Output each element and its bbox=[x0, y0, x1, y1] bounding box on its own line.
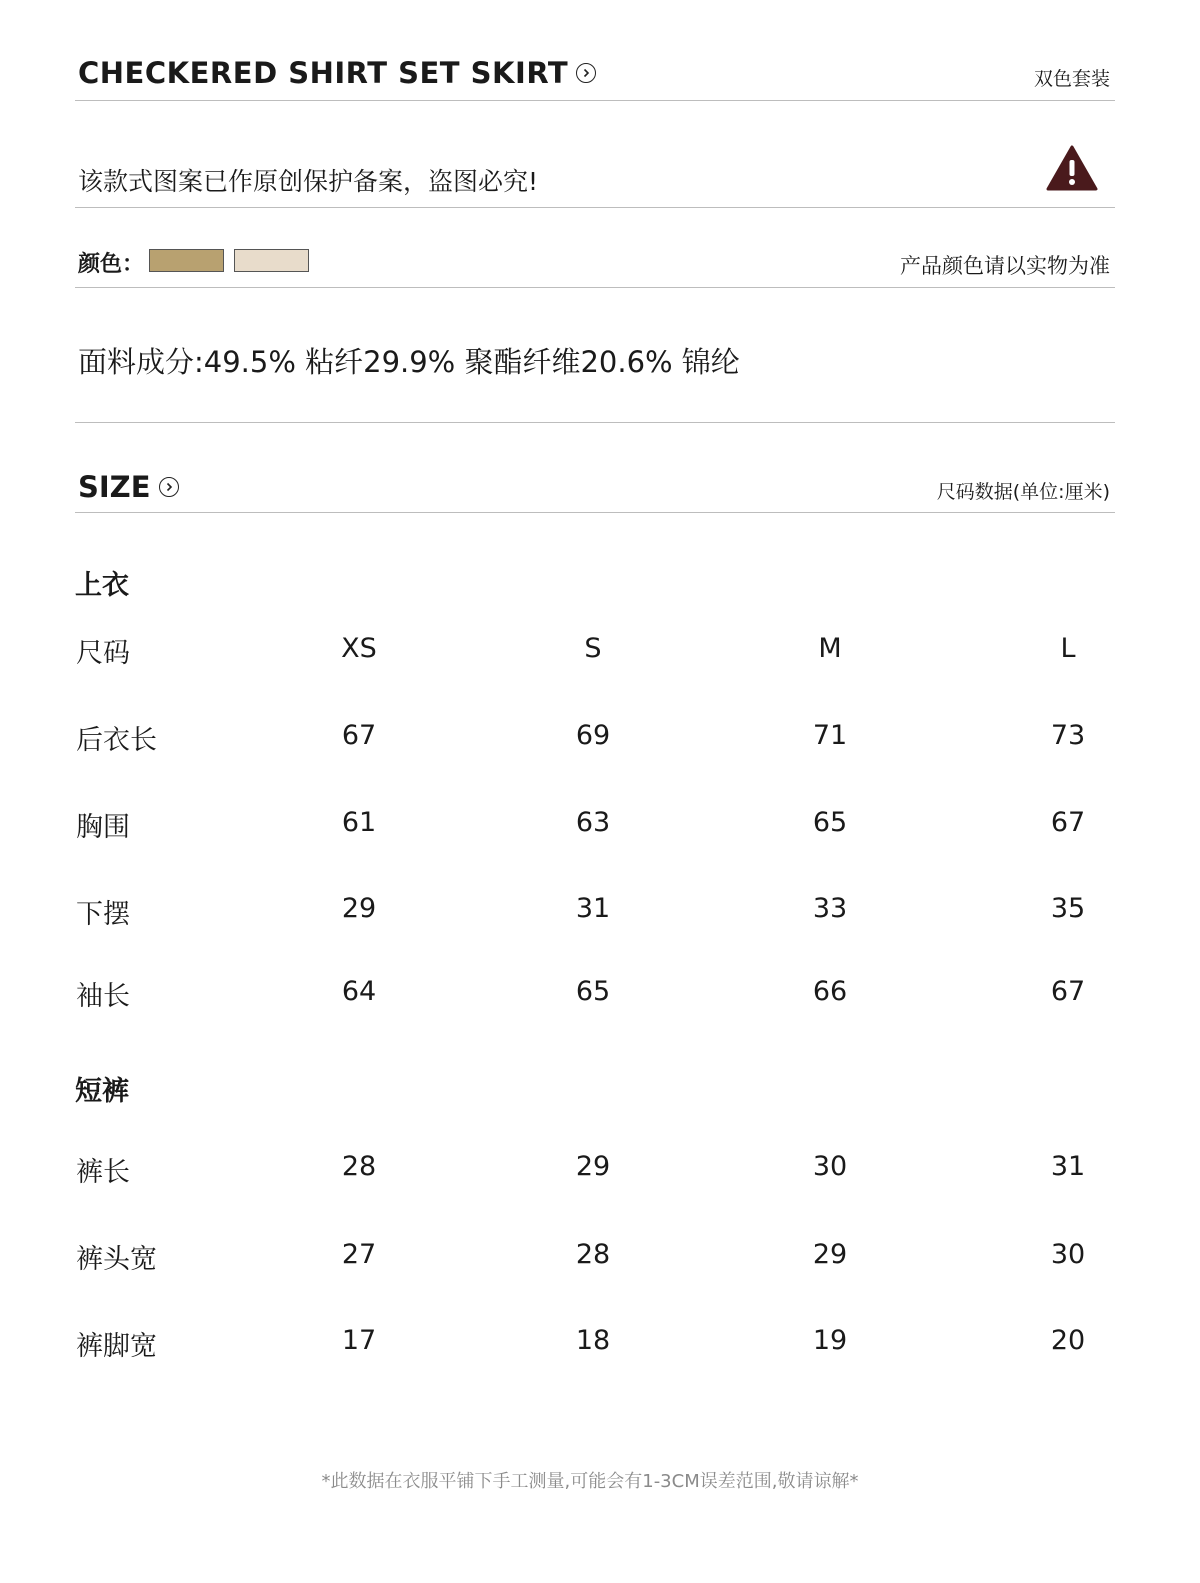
row-label-waist-width: 裤头宽 bbox=[76, 1244, 157, 1275]
size-header-xs: XS bbox=[341, 633, 377, 664]
section-title-shorts: 短裤 bbox=[75, 1076, 129, 1107]
table-cell: 30 bbox=[812, 1151, 848, 1182]
table-cell: 66 bbox=[812, 976, 848, 1007]
divider bbox=[75, 512, 1115, 513]
table-cell: 19 bbox=[812, 1325, 848, 1356]
table-cell: 67 bbox=[341, 720, 377, 751]
table-cell: 65 bbox=[812, 807, 848, 838]
table-cell: 17 bbox=[341, 1325, 377, 1356]
warning-icon bbox=[1046, 144, 1098, 192]
divider bbox=[75, 207, 1115, 208]
size-title-text: SIZE bbox=[78, 470, 151, 504]
section-title-top: 上衣 bbox=[75, 570, 129, 601]
table-cell: 67 bbox=[1050, 807, 1086, 838]
size-header-m: M bbox=[818, 633, 842, 664]
product-title bbox=[78, 56, 596, 90]
row-label-leg-opening: 裤脚宽 bbox=[76, 1331, 157, 1362]
table-cell: 61 bbox=[341, 807, 377, 838]
divider bbox=[75, 422, 1115, 423]
size-unit-note: 尺码数据(单位:厘米) bbox=[936, 481, 1110, 503]
product-title-text: CHECKERED SHIRT SET SKIRT bbox=[78, 56, 569, 90]
chevron-right-circle-icon[interactable] bbox=[159, 477, 179, 497]
color-swatch-khaki[interactable] bbox=[149, 249, 224, 272]
table-cell: 71 bbox=[812, 720, 848, 751]
row-label-pants-length: 裤长 bbox=[76, 1157, 130, 1188]
table-cell: 28 bbox=[575, 1239, 611, 1270]
table-cell: 73 bbox=[1050, 720, 1086, 751]
row-label-hem: 下摆 bbox=[76, 899, 130, 930]
table-cell: 65 bbox=[575, 976, 611, 1007]
measurement-footnote: *此数据在衣服平铺下手工测量,可能会有1-3CM误差范围,敬请谅解* bbox=[321, 1471, 859, 1492]
table-cell: 29 bbox=[575, 1151, 611, 1182]
row-label-sleeve-length: 袖长 bbox=[76, 981, 130, 1012]
table-cell: 33 bbox=[812, 893, 848, 924]
row-label-back-length: 后衣长 bbox=[76, 725, 157, 756]
table-cell: 27 bbox=[341, 1239, 377, 1270]
table-cell: 31 bbox=[575, 893, 611, 924]
table-cell: 63 bbox=[575, 807, 611, 838]
table-cell: 20 bbox=[1050, 1325, 1086, 1356]
table-cell: 35 bbox=[1050, 893, 1086, 924]
divider bbox=[75, 100, 1115, 101]
color-swatch-beige[interactable] bbox=[234, 249, 309, 272]
divider bbox=[75, 287, 1115, 288]
table-cell: 67 bbox=[1050, 976, 1086, 1007]
table-cell: 29 bbox=[341, 893, 377, 924]
chevron-right-circle-icon[interactable] bbox=[576, 63, 596, 83]
table-cell: 64 bbox=[341, 976, 377, 1007]
table-cell: 28 bbox=[341, 1151, 377, 1182]
size-header-l: L bbox=[1060, 633, 1076, 664]
copyright-notice: 该款式图案已作原创保护备案，盗图必究! bbox=[78, 167, 539, 196]
size-section-title bbox=[78, 470, 179, 504]
table-cell: 31 bbox=[1050, 1151, 1086, 1182]
row-label-chest: 胸围 bbox=[76, 812, 130, 843]
table-cell: 29 bbox=[812, 1239, 848, 1270]
fabric-composition: 面料成分:49.5% 粘纤29.9% 聚酯纤维20.6% 锦纶 bbox=[78, 345, 740, 379]
table-cell: 18 bbox=[575, 1325, 611, 1356]
table-cell: 69 bbox=[575, 720, 611, 751]
color-disclaimer: 产品颜色请以实物为准 bbox=[900, 254, 1110, 278]
size-header-s: S bbox=[584, 633, 602, 664]
table-cell: 30 bbox=[1050, 1239, 1086, 1270]
product-subtitle: 双色套装 bbox=[1033, 68, 1110, 90]
size-header-label: 尺码 bbox=[76, 638, 130, 669]
color-label: 颜色： bbox=[78, 252, 145, 277]
